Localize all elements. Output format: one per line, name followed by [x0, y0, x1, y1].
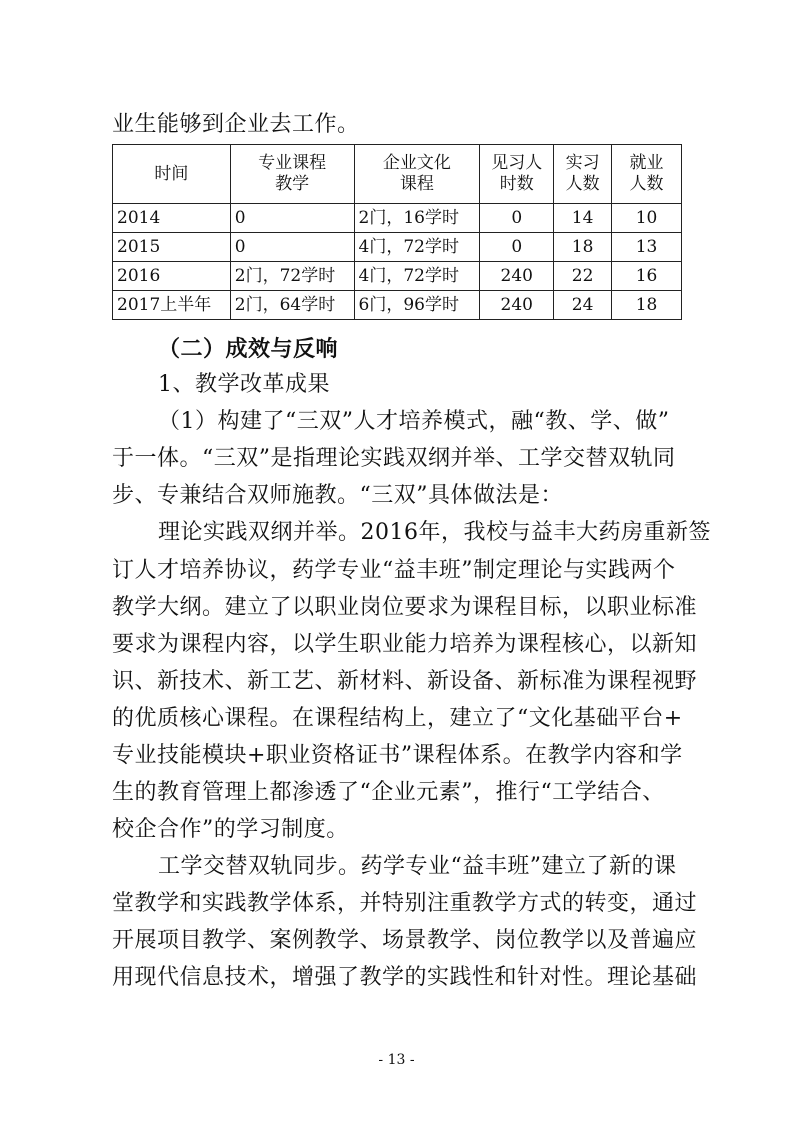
- paragraph-line: 用现代信息技术，增强了教学的实践性和针对性。理论基础: [112, 965, 698, 990]
- statistics-table: [112, 144, 682, 320]
- table-cell: 2015: [113, 233, 231, 262]
- table-cell: 18: [612, 291, 682, 320]
- section-heading: （二）成效与反响: [158, 336, 339, 362]
- paragraph-line: 于一体。“三双”是指理论实践双纲并举、工学交替双轨同: [112, 446, 676, 471]
- intro-line: 业生能够到企业去工作。: [112, 112, 360, 137]
- paragraph-line: 开展项目教学、案例教学、场景教学、岗位教学以及普遍应: [112, 928, 698, 953]
- header-enterprise-culture: 企业文化 课程: [354, 145, 480, 204]
- table-cell: 4门，72学时: [354, 262, 480, 291]
- table-cell: 2门，64学时: [230, 291, 354, 320]
- table-row: [113, 233, 682, 262]
- table-cell: 2014: [113, 204, 231, 233]
- table-cell: 13: [612, 233, 682, 262]
- subheading: 1、教学改革成果: [158, 372, 330, 397]
- paragraph-line: 教学大纲。建立了以职业岗位要求为课程目标，以职业标准: [112, 595, 698, 620]
- table-cell: 0: [480, 204, 554, 233]
- table-cell: 0: [230, 233, 354, 262]
- paragraph-line: 堂教学和实践教学体系，并特别注重教学方式的转变，通过: [112, 891, 698, 916]
- header-interns: 实习 人数: [554, 145, 612, 204]
- table-cell: 18: [554, 233, 612, 262]
- table-cell: 240: [480, 291, 554, 320]
- table-cell: 6门，96学时: [354, 291, 480, 320]
- header-time: 时间: [113, 145, 231, 204]
- paragraph-line: 专业技能模块+职业资格证书”课程体系。在教学内容和学: [112, 743, 683, 768]
- table-row: [113, 291, 682, 320]
- table-cell: 2门，72学时: [230, 262, 354, 291]
- paragraph-line: 校企合作”的学习制度。: [112, 817, 349, 842]
- paragraph-line: 理论实践双纲并举。2016年，我校与益丰大药房重新签: [158, 520, 711, 545]
- table-header-row: [113, 145, 682, 204]
- table-cell: 22: [554, 262, 612, 291]
- table-cell: 2016: [113, 262, 231, 291]
- table-row: [113, 204, 682, 233]
- header-professional-courses: 专业课程 教学: [230, 145, 354, 204]
- paragraph-line: 订人才培养协议，药学专业“益丰班”制定理论与实践两个: [112, 558, 676, 583]
- table-cell: 0: [480, 233, 554, 262]
- table-cell: 0: [230, 204, 354, 233]
- paragraph-line: 生的教育管理上都渗透了“企业元素”，推行“工学结合、: [112, 780, 665, 805]
- paragraph-line: 工学交替双轨同步。药学专业“益丰班”建立了新的课: [158, 854, 677, 879]
- table-cell: 2017上半年: [113, 291, 231, 320]
- header-internship-hours: 见习人 时数: [480, 145, 554, 204]
- table-cell: 10: [612, 204, 682, 233]
- table-row: [113, 262, 682, 291]
- table-cell: 240: [480, 262, 554, 291]
- paragraph-line: 识、新技术、新工艺、新材料、新设备、新标准为课程视野: [112, 669, 698, 694]
- page-number: - 13 -: [378, 1052, 415, 1068]
- paragraph-line: 要求为课程内容，以学生职业能力培养为课程核心，以新知: [112, 632, 698, 657]
- table-cell: 2门，16学时: [354, 204, 480, 233]
- table-cell: 24: [554, 291, 612, 320]
- paragraph-line: （1）构建了“三双”人才培养模式，融“教、学、做”: [158, 409, 670, 434]
- table-cell: 14: [554, 204, 612, 233]
- table-cell: 16: [612, 262, 682, 291]
- table-cell: 4门，72学时: [354, 233, 480, 262]
- paragraph-line: 的优质核心课程。在课程结构上，建立了“文化基础平台+: [112, 706, 683, 731]
- header-employed: 就业 人数: [612, 145, 682, 204]
- paragraph-line: 步、专兼结合双师施教。“三双”具体做法是：: [112, 483, 563, 508]
